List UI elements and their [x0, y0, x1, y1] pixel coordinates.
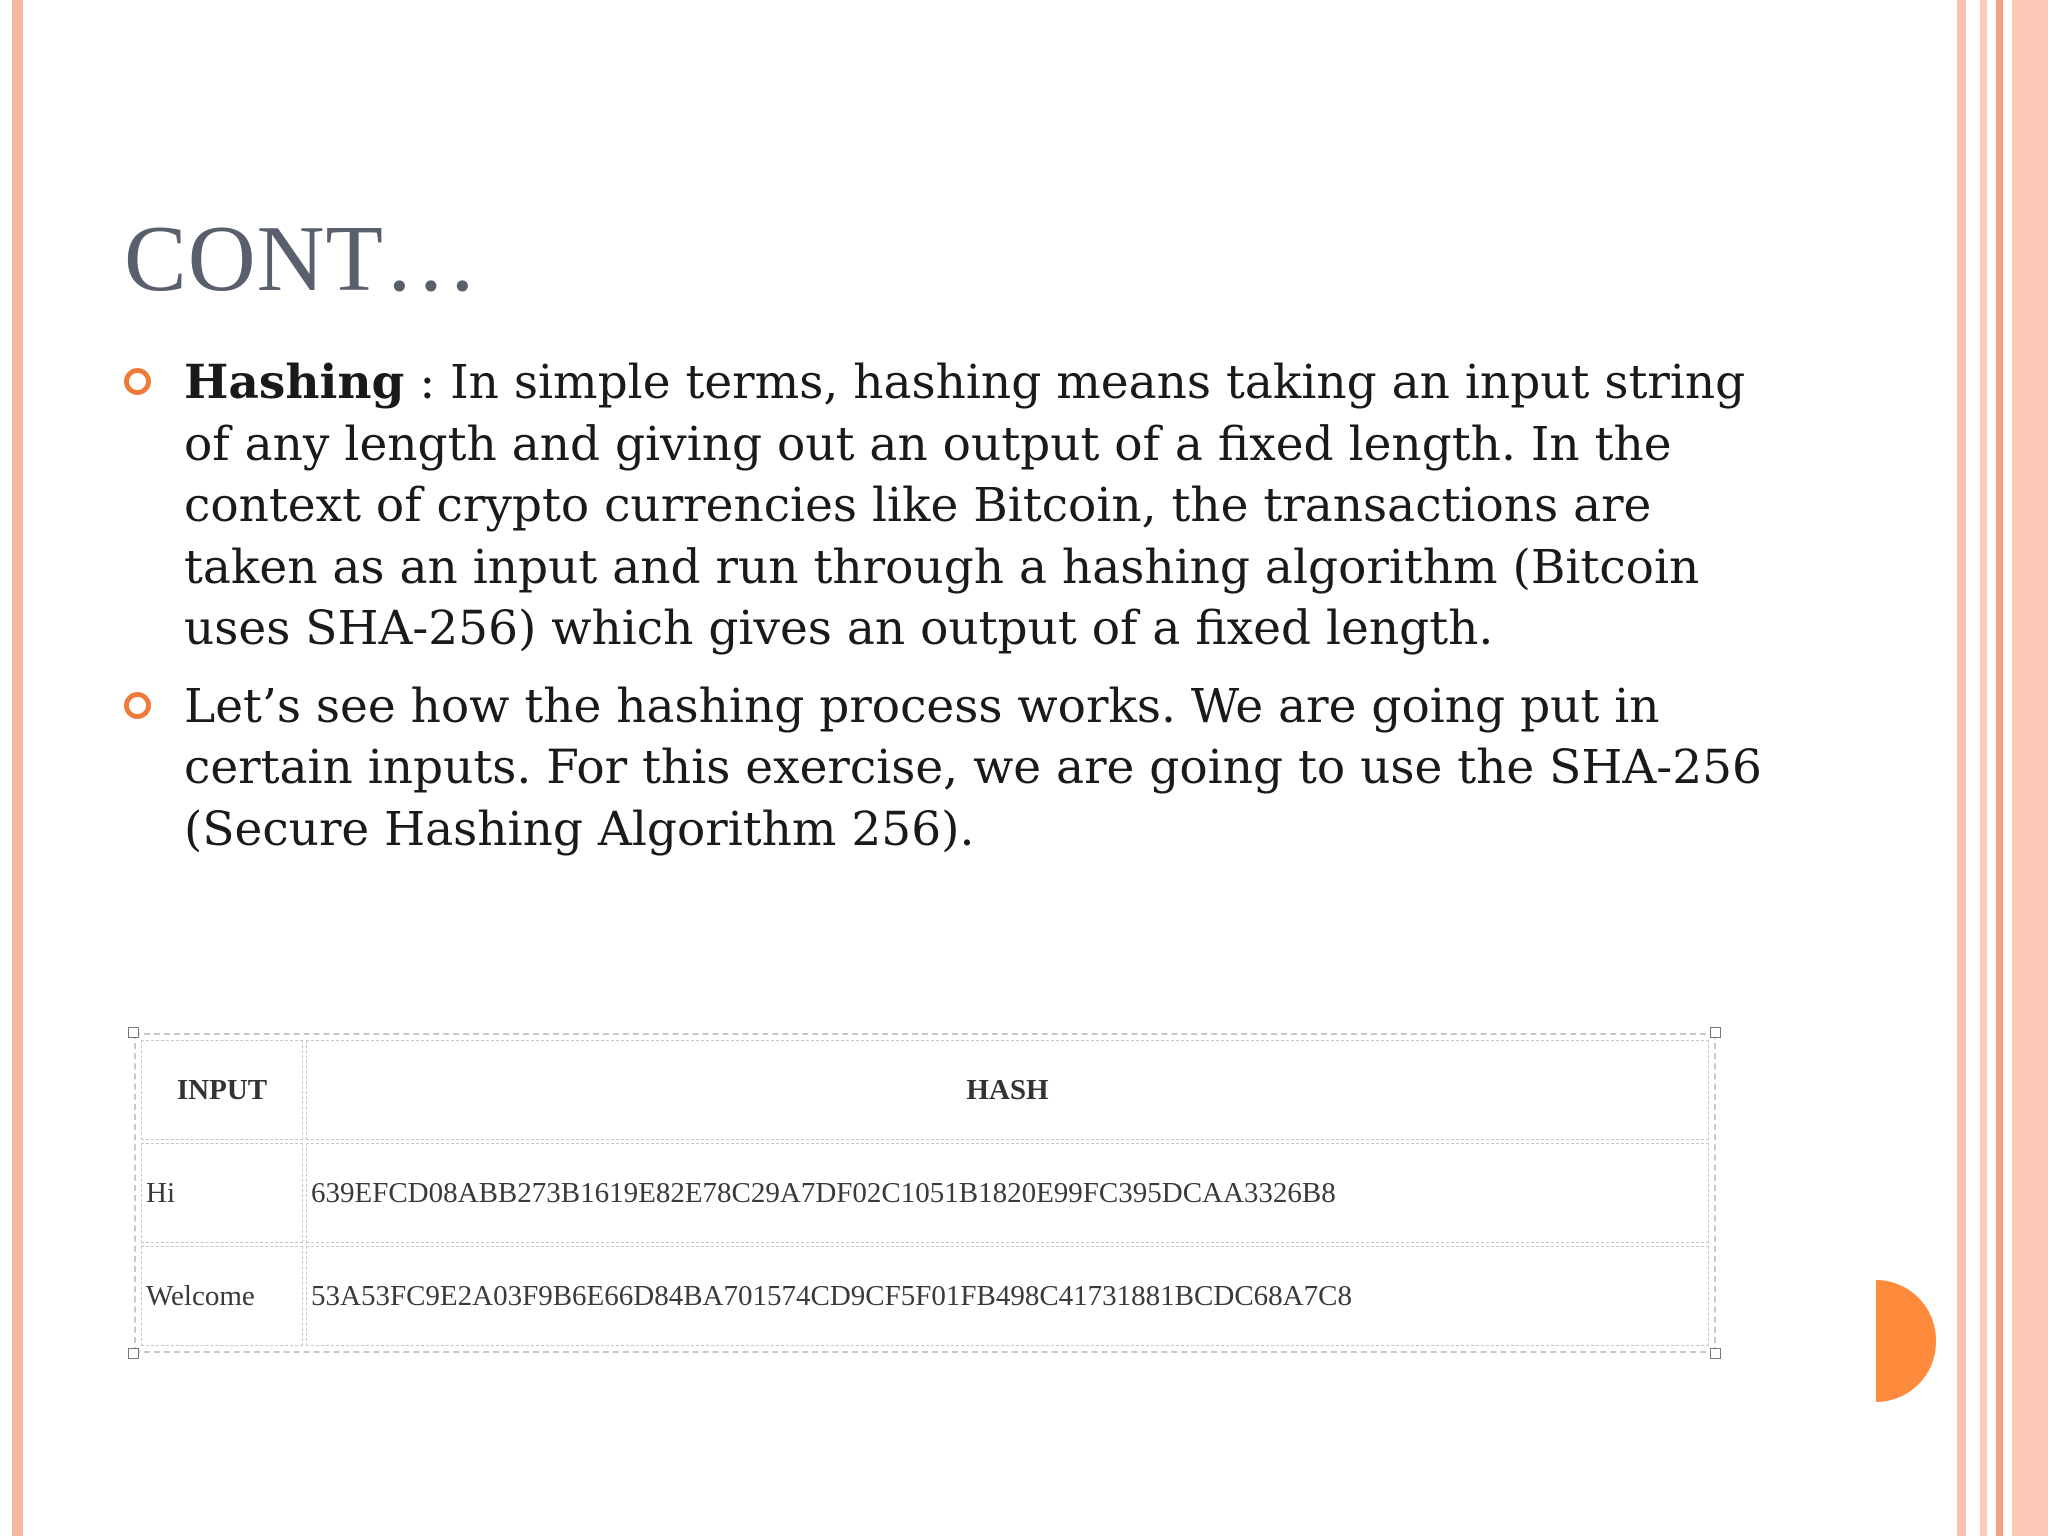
header-input: INPUT [141, 1040, 303, 1140]
bullet-term: Hashing [184, 355, 405, 410]
left-border-bar [12, 0, 23, 1536]
bullet-text: : In simple terms, hashing means taking an input string of any length and giving out an output of a fixed length. In the context of crypto currencies like Bitcoin, the transactions are taken as an input and run through a hashing algorithm (Bitcoin uses SHA-256) which gives an output of a fixed length. [184, 355, 1746, 656]
bullet-circle-icon [124, 368, 151, 395]
bullet-item [184, 676, 1774, 861]
cell-input: Hi [141, 1143, 303, 1243]
table-header-row [141, 1040, 1709, 1140]
bullet-circle-icon [124, 692, 151, 719]
hash-table [138, 1037, 1712, 1349]
resize-handle-bottom-right[interactable] [1710, 1348, 1721, 1359]
table-row [141, 1246, 1709, 1346]
bullet-item [184, 352, 1774, 660]
cell-input: Welcome [141, 1246, 303, 1346]
right-border-line [1996, 0, 2003, 1536]
cell-hash: 639EFCD08ABB273B1619E82E78C29A7DF02C1051B1820E99FC395DCAA3326B8 [306, 1143, 1709, 1243]
resize-handle-bottom-left[interactable] [128, 1348, 139, 1359]
cell-hash: 53A53FC9E2A03F9B6E66D84BA701574CD9CF5F01FB498C41731881BCDC68A7C8 [306, 1246, 1709, 1346]
bullet-list [184, 352, 1774, 876]
slide-title: CONT… [124, 207, 479, 311]
right-border-line [2012, 0, 2048, 1536]
right-border-line [1957, 0, 1966, 1536]
table-row [141, 1143, 1709, 1243]
right-border-line [1980, 0, 1987, 1536]
bullet-text: Let’s see how the hashing process works. We are going put in certain inputs. For this exercise, we are going to use the SHA-256 (Secure Hashing Algorithm 256). [184, 678, 1762, 857]
accent-half-circle [1876, 1280, 1936, 1402]
header-hash: HASH [306, 1040, 1709, 1140]
